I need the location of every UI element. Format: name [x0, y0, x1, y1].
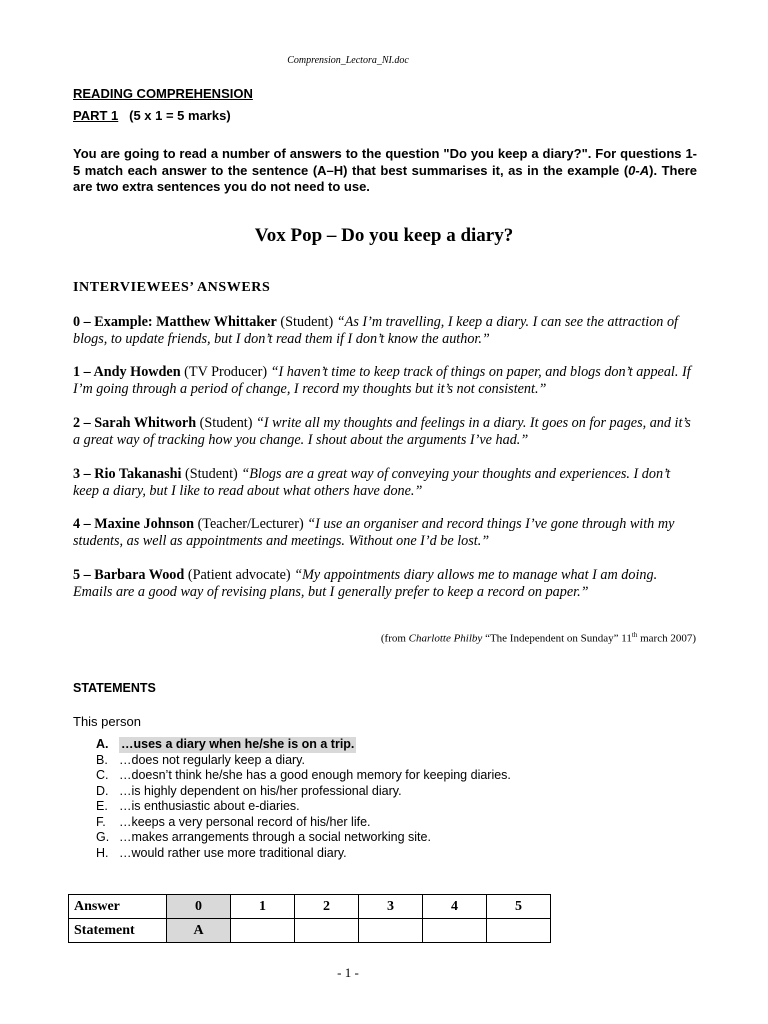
option-letter: E.: [96, 799, 108, 813]
interviewee-name: 4 – Maxine Johnson: [73, 516, 195, 532]
statement-option-h: [96, 846, 511, 862]
option-letter: A.: [96, 737, 109, 751]
option-letter: H.: [96, 845, 109, 860]
answer-cell: 4: [423, 895, 487, 919]
statement-option-e: [96, 799, 511, 815]
option-text: …is highly dependent on his/her professional diary.: [119, 783, 402, 798]
option-letter: B.: [96, 752, 108, 767]
answer-paragraph: [73, 516, 697, 550]
instructions: [73, 146, 697, 196]
interviewee-role: (Student): [276, 314, 337, 330]
option-letter: F.: [96, 814, 106, 829]
option-text: …uses a diary when he/she is on a trip.: [121, 737, 355, 751]
answer-cell: 0: [167, 895, 231, 919]
interviewee-name: 1 – Andy Howden: [73, 364, 181, 380]
interviewee-role: (Student): [181, 466, 242, 482]
source-paper: “The Independent on Sunday” 11: [482, 632, 632, 645]
statement-option-f: [96, 815, 511, 831]
source-citation: [381, 631, 696, 645]
answer-cell: 3: [359, 895, 423, 919]
section-heading: READING COMPREHENSION: [73, 86, 253, 101]
part-label: PART 1: [73, 108, 119, 123]
option-text: …is enthusiastic about e-diaries.: [119, 799, 300, 813]
statement-option-d: [96, 784, 511, 800]
option-text: …does not regularly keep a diary.: [119, 752, 305, 767]
instructions-example: 0-A: [628, 162, 650, 178]
answer-cell: 2: [295, 895, 359, 919]
source-author: Charlotte Philby: [408, 632, 483, 645]
answer-paragraph: [73, 364, 697, 398]
answer-cell: 1: [231, 895, 295, 919]
option-letter: G.: [96, 830, 110, 844]
statement-cell[interactable]: [231, 919, 295, 943]
document-filename: Comprension_Lectora_NI.doc: [287, 55, 409, 66]
statement-row: [69, 919, 551, 943]
interviewee-role: (Patient advocate): [184, 567, 295, 583]
option-text: …would rather use more traditional diary.: [119, 845, 347, 860]
statements-heading: STATEMENTS: [73, 681, 156, 695]
statement-row-label: Statement: [69, 919, 167, 943]
option-text: …doesn’t think he/she has a good enough memory for keeping diaries.: [119, 768, 511, 782]
source-superscript: th: [631, 631, 638, 639]
instructions-text: You are going to read a number of answers to the question "Do you keep a diary?". For questions 1-5 match each answer to the sentence (A–H) that best summarises it, as in the example (: [73, 146, 697, 178]
statement-option-c: [96, 768, 511, 784]
page-number: - 1 -: [337, 965, 359, 980]
statement-cell: A: [167, 919, 231, 943]
interviewee-name: 2 – Sarah Whitworh: [73, 415, 197, 431]
option-letter: D.: [96, 783, 109, 798]
statement-cell[interactable]: [359, 919, 423, 943]
option-text: …keeps a very personal record of his/her life.: [119, 814, 371, 829]
answer-cell: 5: [487, 895, 551, 919]
statement-cell[interactable]: [487, 919, 551, 943]
statement-cell[interactable]: [295, 919, 359, 943]
option-text: …makes arrangements through a social networking site.: [119, 830, 431, 844]
interviewee-quote: “As I’m travelling, I keep a diary. I can see the attraction of blogs, to update friends, but I don’t read them if I don’t know the author.”: [73, 314, 678, 347]
answers-heading: INTERVIEWEES’ ANSWERS: [73, 280, 271, 295]
interviewee-name: 3 – Rio Takanashi: [73, 466, 182, 482]
source-date: march 2007): [637, 632, 696, 645]
interviewee-quote: “I use an organiser and record things I’ve gone through with my students, as well as appointments and meetings. Without one I’d be lost.”: [73, 516, 675, 549]
statement-option-b: [96, 753, 511, 769]
interviewee-role: (Teacher/Lecturer): [194, 516, 308, 532]
interviewee-role: (Student): [196, 415, 257, 431]
article-title: Vox Pop – Do you keep a diary?: [254, 225, 514, 246]
statement-cell[interactable]: [423, 919, 487, 943]
interviewee-name: 0 – Example: Matthew Whittaker: [73, 314, 277, 330]
interviewee-quote: “Blogs are a great way of conveying your thoughts and experiences. I don’t keep a diary, but I like to read about what others have done.”: [73, 466, 671, 499]
statement-option-a: [96, 737, 511, 753]
answer-paragraph: [73, 466, 697, 500]
part-marks: (5 x 1 = 5 marks): [129, 108, 231, 123]
statement-option-g: [96, 830, 511, 846]
answer-row: [69, 895, 551, 919]
answer-paragraph: [73, 415, 697, 449]
part-line: [73, 108, 231, 123]
answer-paragraph: [73, 567, 697, 601]
source-prefix: (from: [380, 632, 409, 645]
statements-lead: This person: [73, 714, 141, 729]
interviewee-quote: “I write all my thoughts and feelings in a diary. It goes on for pages, and it’s a great way of tracking how you change. I shout about the arguments I’ve had.”: [73, 415, 691, 448]
option-letter: C.: [96, 768, 109, 782]
instructions-text-end: ). There are two extra sentences you do not need to use.: [73, 162, 697, 194]
answer-table: [68, 894, 551, 943]
interviewee-role: (TV Producer): [180, 364, 271, 380]
interviewee-quote: “My appointments diary allows me to manage what I am doing. Emails are a good way of revising plans, but I generally prefer to keep a record on paper.”: [73, 567, 658, 600]
statement-options: [96, 737, 511, 861]
interviewee-quote: “I haven’t time to keep track of things on paper, and blogs don’t appeal. If I’m going through a period of change, I record my thoughts but it’s not consistent.”: [73, 364, 691, 397]
answer-row-label: Answer: [69, 895, 167, 919]
answer-paragraph: [73, 314, 697, 348]
interviewee-name: 5 – Barbara Wood: [73, 567, 185, 583]
